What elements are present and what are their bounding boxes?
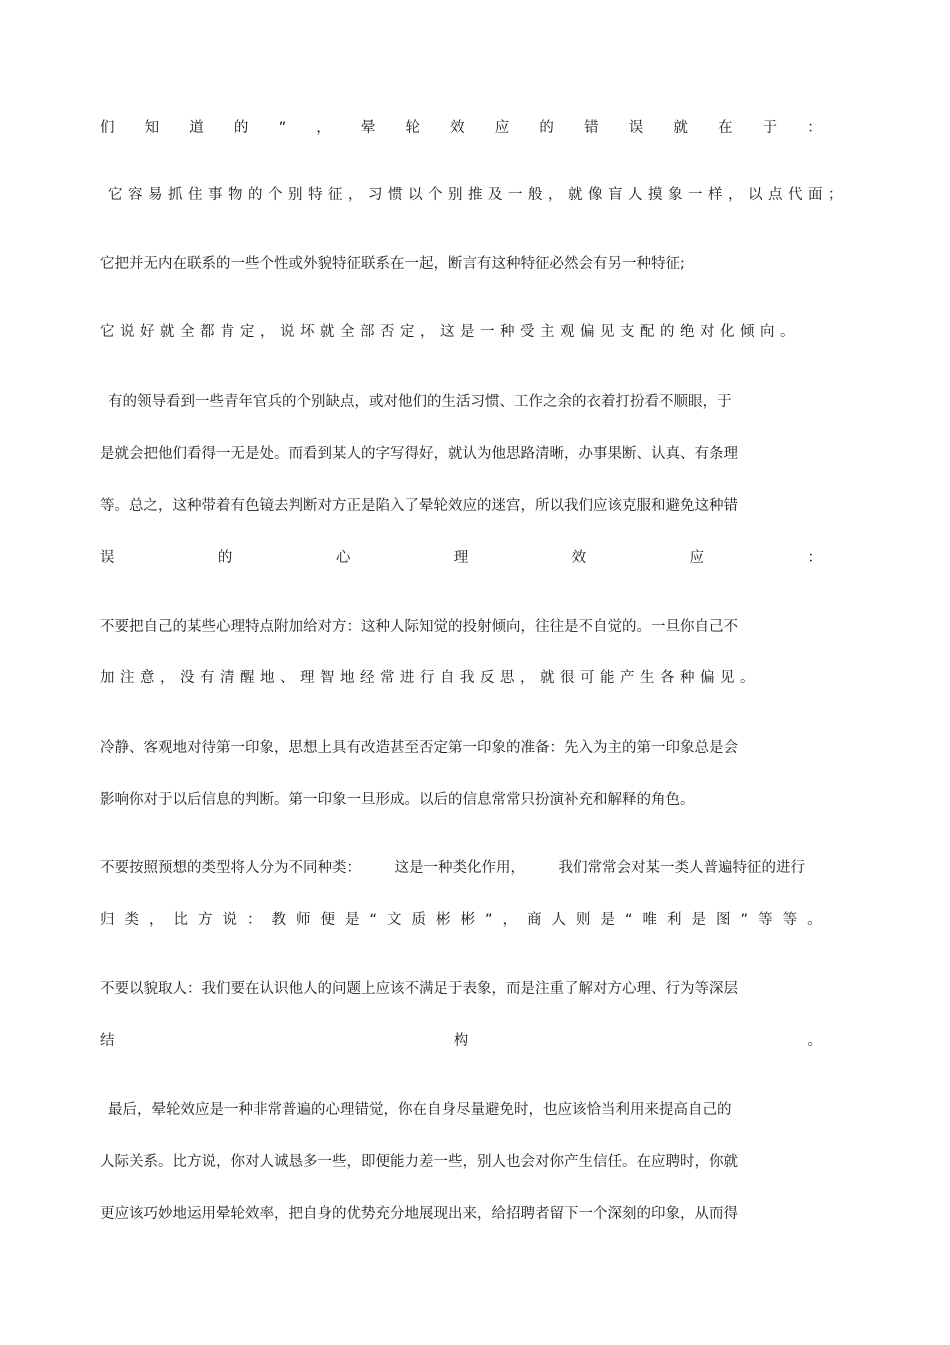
text-segment: 彬 (436, 912, 451, 928)
text-segment: ， (149, 912, 164, 928)
text-segment: “ (625, 912, 633, 928)
text-segment: ” (740, 912, 749, 928)
text-line-03: 它把并无内在联系的一些个性或外貌特征联系在一起，断言有这种特征必然会有另一种特征; (100, 256, 685, 272)
text-segment: ： (807, 120, 822, 136)
text-segment: 等 (758, 912, 773, 928)
text-segment: 误 (628, 120, 644, 136)
text-segment: 图 (716, 912, 731, 928)
text-line-05: 有的领导看到一些青年官兵的个别缺点，或对他们的生活习惯、工作之余的衣着打扮看不顺眼，于 (108, 394, 732, 410)
text-segment: ： (807, 550, 822, 566)
text-line-08 (100, 548, 822, 568)
text-segment: 理 (453, 550, 469, 566)
text-segment: 彬 (460, 912, 476, 928)
text-line-07: 等。总之，这种带着有色镜去判断对方正是陷入了晕轮效应的迷宫，所以我们应该克服和避免这种错 (100, 498, 738, 514)
text-line-11: 冷静、客观地对待第一印象，思想上具有改造甚至否定第一印象的准备：先入为主的第一印象总是会 (100, 740, 738, 756)
text-line-12: 影响你对于以后信息的判断。第一印象一旦形成。以后的信息常常只扮演补充和解释的角色。 (100, 792, 695, 808)
text-segment: 我们常常会对某一类人普遍特征的进行 (558, 860, 805, 876)
text-line-16 (100, 1031, 822, 1051)
text-segment: 便 (320, 912, 335, 928)
text-segment: 效 (571, 550, 587, 566)
text-segment: 等 (782, 912, 798, 928)
text-segment: 知 (144, 120, 160, 136)
text-segment: 这是一种类化作用， (394, 860, 525, 876)
text-segment: 效 (450, 120, 465, 136)
text-segment: 则 (576, 912, 591, 928)
text-line-19: 更应该巧妙地运用晕轮效率，把自身的优势充分地展现出来，给招聘者留下一个深刻的印象，从而得 (100, 1206, 738, 1222)
text-segment: 是 (691, 912, 707, 928)
text-segment: 比 (173, 912, 188, 928)
text-line-02: 它容易抓住事物的个别特征，习惯以个别推及一般，就像盲人摸象一样，以点代面； (108, 187, 848, 203)
text-segment: 的 (233, 120, 249, 136)
text-segment: 结 (100, 1033, 115, 1049)
text-line-18: 人际关系。比方说，你对人诚恳多一些，即便能力差一些，别人也会对你产生信任。在应聘时，你就 (100, 1154, 738, 1170)
text-segment: 轮 (405, 120, 420, 136)
text-segment: 晕 (360, 120, 376, 136)
text-segment: 应 (494, 120, 510, 136)
text-segment: ， (316, 120, 331, 136)
text-line-04: 它说好就全都肯定，说坏就全部否定，这是一种受主观偏见支配的绝对化倾向。 (100, 324, 800, 340)
text-line-09: 不要把自己的某些心理特点附加给对方：这种人际知觉的投射倾向，往往是不自觉的。一旦你自己不 (100, 619, 738, 635)
text-segment: 教 (271, 912, 286, 928)
text-segment: 。 (807, 912, 822, 928)
text-segment: 应 (689, 550, 705, 566)
text-segment: 文 (387, 912, 402, 928)
text-segment: ” (278, 120, 287, 136)
text-segment: 。 (807, 1033, 822, 1049)
text-segment: 利 (667, 912, 682, 928)
text-segment: 的 (217, 550, 233, 566)
text-segment: 误 (100, 550, 115, 566)
text-line-06: 是就会把他们看得一无是处。而看到某人的字写得好，就认为他思路清晰，办事果断、认真、有条理 (100, 446, 738, 462)
text-segment: 心 (335, 550, 351, 566)
text-line-01 (100, 118, 822, 138)
text-segment: 就 (673, 120, 688, 136)
text-segment: 们 (100, 120, 115, 136)
text-segment: 唯 (642, 912, 658, 928)
text-line-10: 加注意，没有清醒地、理智地经常进行自我反思，就很可能产生各种偏见。 (100, 670, 760, 686)
text-line-17: 最后，晕轮效应是一种非常普遍的心理错觉，你在自身尽量避免时，也应该恰当利用来提高自己的 (108, 1102, 732, 1118)
text-segment: ： (247, 912, 262, 928)
text-segment: 方 (198, 912, 213, 928)
text-segment: 人 (551, 912, 567, 928)
text-segment: 在 (717, 120, 733, 136)
text-segment: 构 (453, 1033, 469, 1049)
text-line-13 (100, 858, 805, 878)
text-segment: 师 (296, 912, 311, 928)
text-segment: 不要按照预想的类型将人分为不同种类： (100, 860, 361, 876)
text-segment: 类 (124, 912, 139, 928)
text-segment: ， (502, 912, 518, 928)
text-line-15: 不要以貌取人：我们要在认识他人的问题上应该不满足于表象，而是注重了解对方心理、行为等深层 (100, 981, 738, 997)
text-line-14 (100, 910, 822, 930)
text-segment: 商 (527, 912, 542, 928)
text-segment: 道 (189, 120, 204, 136)
text-segment: 于 (762, 120, 778, 136)
text-segment: 是 (345, 912, 360, 928)
text-segment: ” (485, 912, 493, 928)
text-segment: 的 (539, 120, 554, 136)
text-segment: 是 (600, 912, 616, 928)
text-segment: 归 (100, 912, 115, 928)
text-segment: 说 (222, 912, 237, 928)
text-segment: “ (369, 912, 378, 928)
text-segment: 质 (411, 912, 427, 928)
text-segment: 错 (584, 120, 599, 136)
